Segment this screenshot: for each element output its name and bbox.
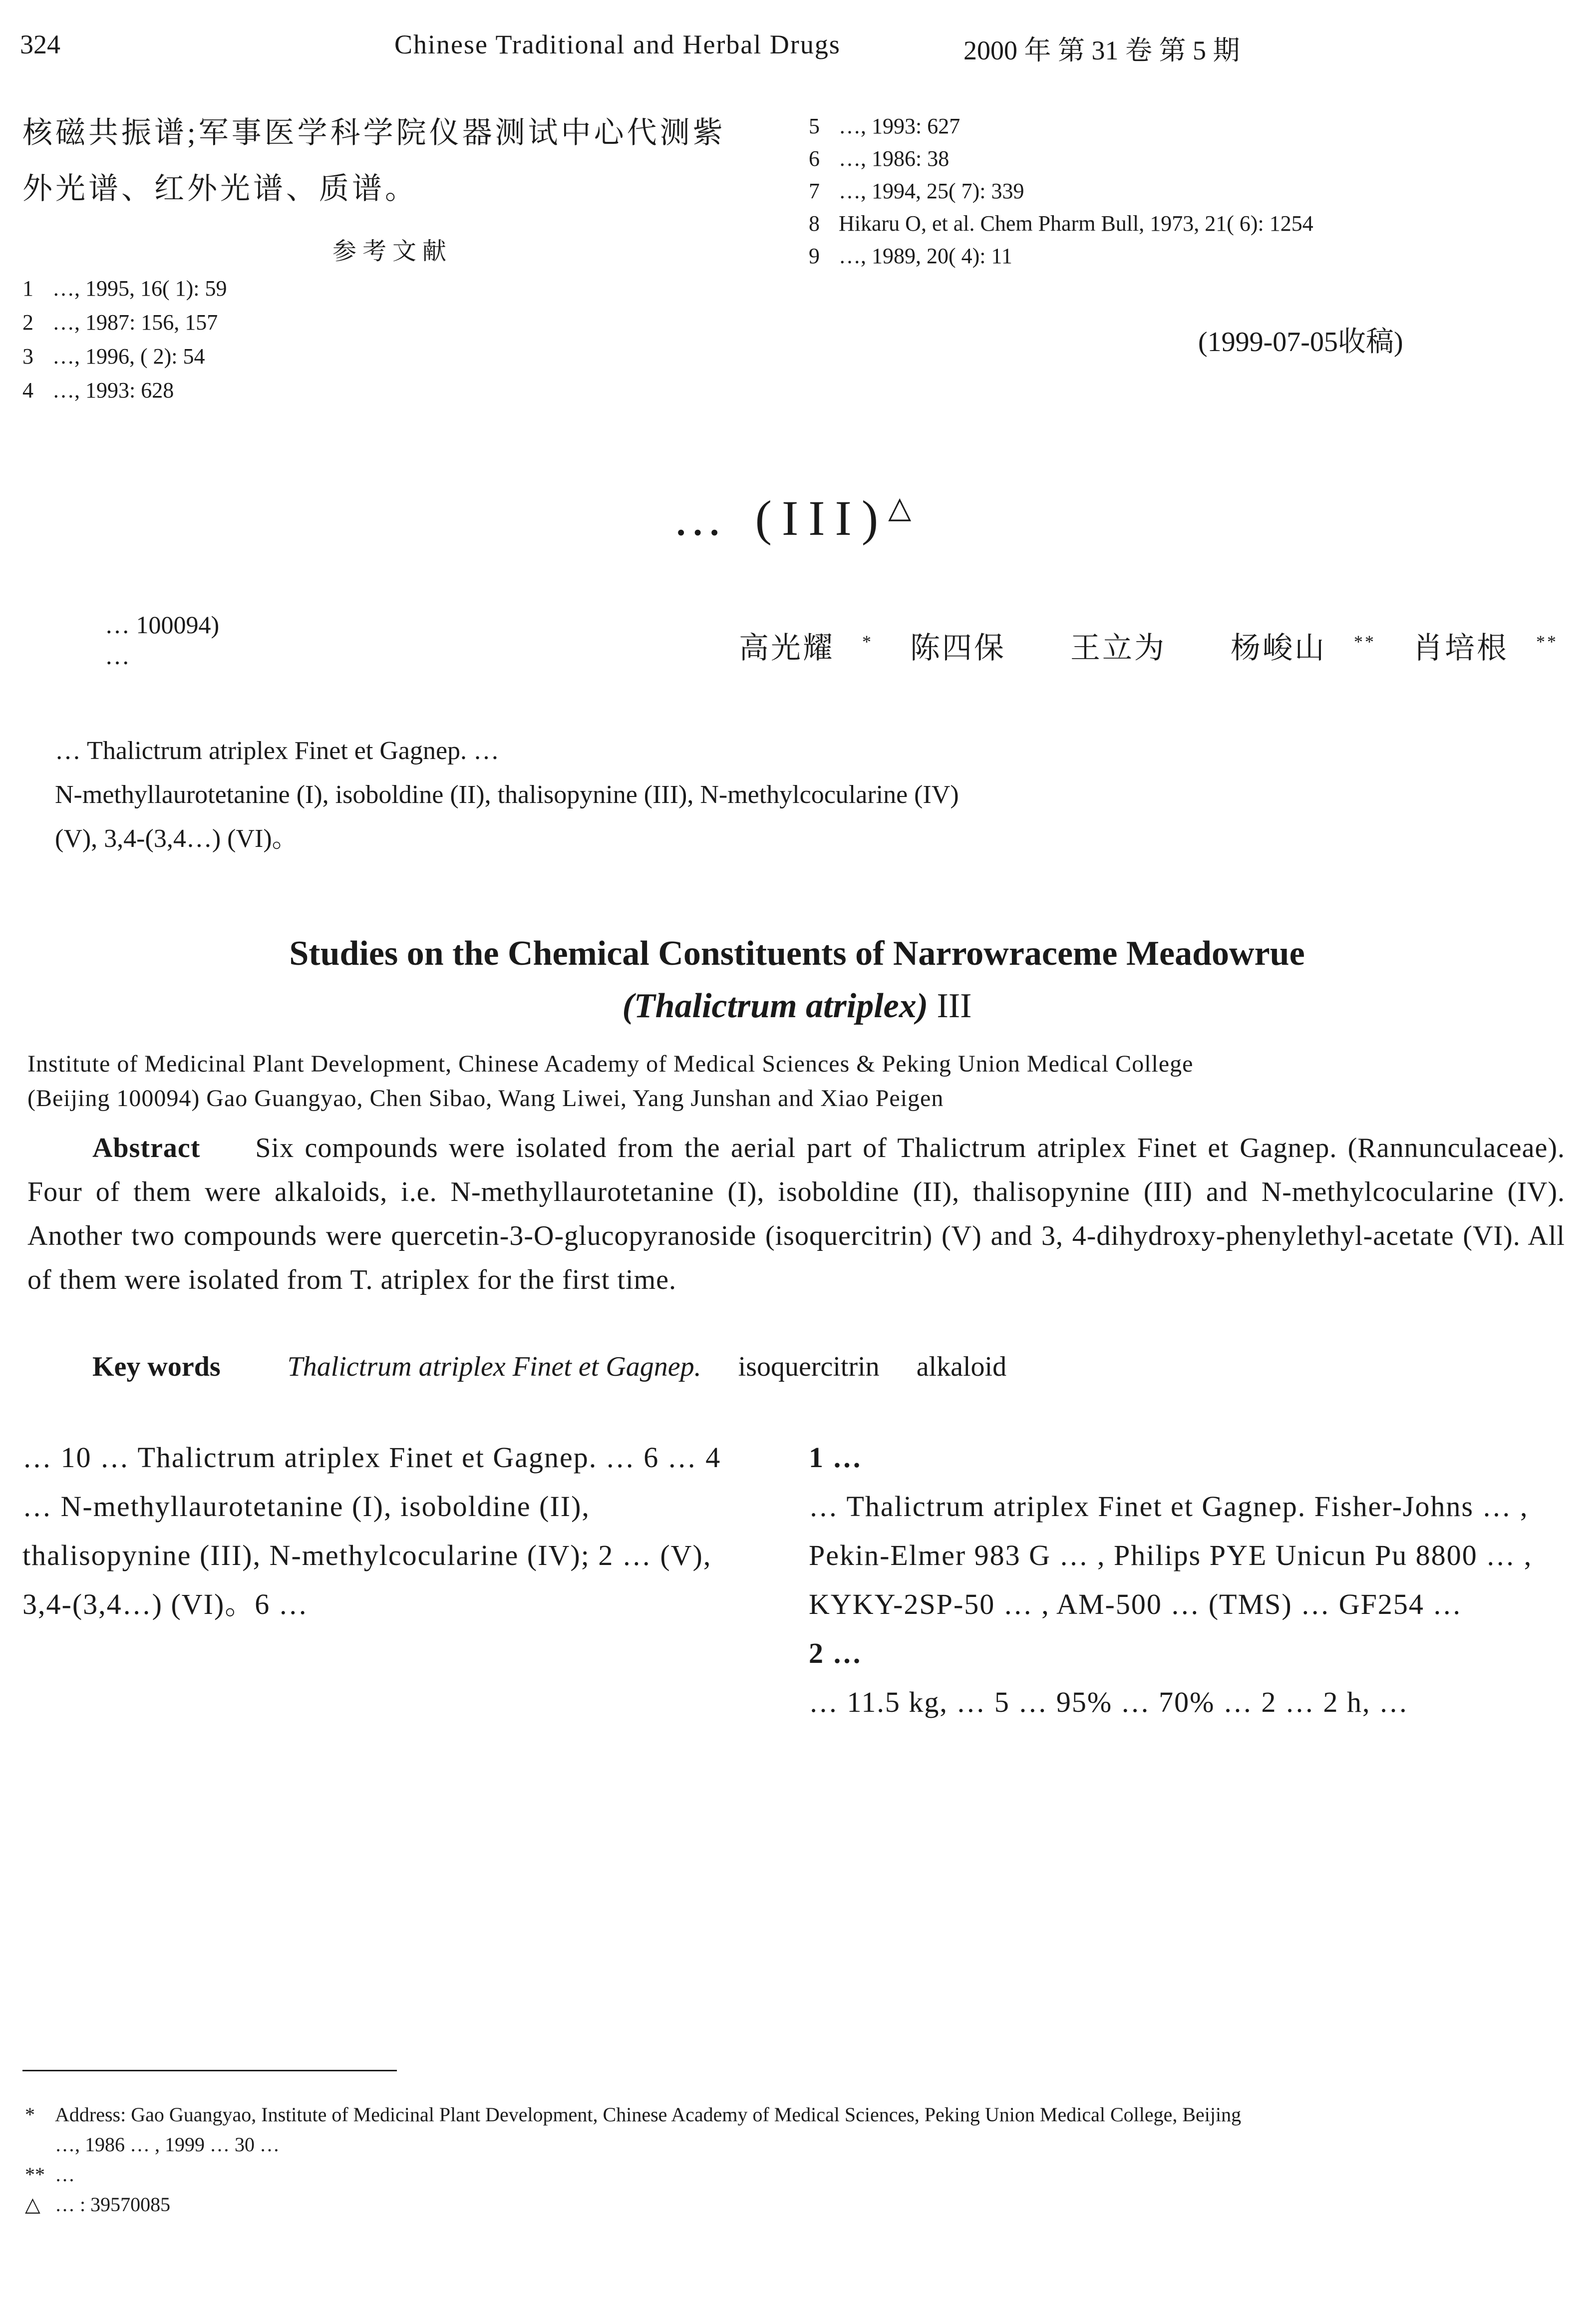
keywords-label: Key words — [92, 1351, 221, 1382]
reference-item: 6 …, 1986: 38 — [809, 146, 950, 171]
english-title-species: (Thalictrum atriplex) III — [622, 987, 972, 1025]
author-name: 肖培根 ** — [1413, 632, 1558, 665]
author-name: 杨峻山 ** — [1231, 632, 1376, 665]
keyword: Thalictrum atriplex Finet et Gagnep. — [287, 1351, 701, 1382]
section-text: … 11.5 kg, … 5 … 95% … 70% … 2 … 2 h, … — [809, 1686, 1409, 1718]
section-text: … Thalictrum atriplex Finet et Gagnep. Fisher-Johns … , Pekin-Elmer 983 G … , Philips PYE Unicun Pu 8800 … , KYKY-2SP-50 … , AM-500 … (TMS) … GF254 … — [809, 1490, 1533, 1620]
abstract-text: Six compounds were isolated from the aerial part of Thalictrum atriplex Finet et Gagnep. (Rannunculaceae). Four of them were alkaloids, i.e. N-methyllaurotetanine (I), isoboldine (II), thalisopynine (III) and N-methylcocularine (IV). Another two compounds were quercetin-3-O-glucopyranoside (isoquercitrin) (V) and 3, 4-dihydroxy-phenylethyl-acetate (VI). All of them were isolated from T. atriplex for the first time. — [27, 1133, 1565, 1295]
footnote: * Address: Gao Guangyao, Institute of Medicinal Plant Development, Chinese Academy of Medical Sciences, Peking Union Medical College, Beijing — [25, 2103, 1242, 2126]
chinese-title-text: … (III) — [672, 490, 889, 546]
body-column-right — [809, 1433, 1543, 1727]
issue-info: 2000 年 第 31 卷 第 5 期 — [963, 35, 1240, 65]
instrument-note: 核磁共振谱;军事医学科学院仪器测试中心代测紫外光谱、红外光谱、质谱。 — [22, 116, 726, 205]
english-title: Studies on the Chemical Constituents of Narrowraceme Meadowrue — [289, 934, 1305, 973]
chinese-article-title — [0, 489, 1594, 547]
reference-item: 4 …, 1993: 628 — [22, 378, 174, 402]
keywords — [27, 1351, 1565, 1383]
author-name: 高光耀 * — [739, 632, 873, 665]
footnote-divider — [22, 2070, 397, 2071]
running-header — [20, 29, 1573, 74]
section-heading: 1 … — [809, 1441, 863, 1474]
reference-item: 3 …, 1996, ( 2): 54 — [22, 344, 205, 369]
reference-list — [22, 272, 756, 407]
funding-mark: △ — [888, 491, 922, 524]
references-heading: 参 考 文 献 — [332, 238, 446, 265]
reference-item: 9 …, 1989, 20( 4): 11 — [809, 244, 1012, 268]
chinese-author-list — [739, 624, 1586, 667]
previous-article-tail-right — [809, 110, 1543, 272]
footnote: ** … — [25, 2163, 75, 2186]
intro-paragraph: … 10 … Thalictrum atriplex Finet et Gagnep. … 6 … 4 … N-methyllaurotetanine (I), isoboldine (II), thalisopynine (III), N-methylcocularine (IV); 2 … (V), 3,4-(3,4…) (VI)。6 … — [22, 1441, 721, 1620]
english-abstract — [27, 1126, 1565, 1302]
received-date: (1999-07-05收稿) — [1198, 327, 1403, 358]
english-affiliation: Institute of Medicinal Plant Development, Chinese Academy of Medical Sciences & Peking Union Medical College — [27, 1051, 1194, 1077]
footnote: △ … : 39570085 — [25, 2193, 171, 2216]
abstract-label: Abstract — [92, 1133, 201, 1163]
journal-title: Chinese Traditional and Herbal Drugs — [394, 29, 841, 59]
reference-item: 7 …, 1994, 25( 7): 339 — [809, 179, 1024, 203]
english-authors: (Beijing 100094) Gao Guangyao, Chen Sibao, Wang Liwei, Yang Junshan and Xiao Peigen — [27, 1085, 944, 1112]
body-column-left — [22, 1433, 741, 1629]
reference-item: 2 …, 1987: 156, 157 — [22, 310, 218, 335]
keyword: isoquercitrin — [738, 1351, 880, 1382]
page-number: 324 — [20, 29, 60, 59]
reference-item: 5 …, 1993: 627 — [809, 114, 960, 138]
reference-item: 8 Hikaru O, et al. Chem Pharm Bull, 1973, 21( 6): 1254 — [809, 211, 1313, 236]
section-heading: 2 … — [809, 1637, 863, 1669]
reference-item: 1 …, 1995, 16( 1): 59 — [22, 276, 227, 301]
chinese-abstract: … Thalictrum atriplex Finet et Gagnep. … N-methyllaurotetanine (I), isoboldine (II), thalisopynine (III), N-methylcocularine (IV) (V), 3,4-(3,4…) (VI)。 — [55, 737, 959, 853]
previous-article-tail-left — [22, 105, 756, 407]
footnotes — [25, 2102, 1548, 2222]
author-name: 陈四保 — [910, 632, 1006, 665]
chinese-affiliation: … 100094) … — [105, 611, 220, 670]
footnote: …, 1986 … , 1999 … 30 … — [55, 2133, 280, 2156]
keyword: alkaloid — [916, 1351, 1007, 1382]
author-name: 王立为 — [1070, 632, 1166, 665]
